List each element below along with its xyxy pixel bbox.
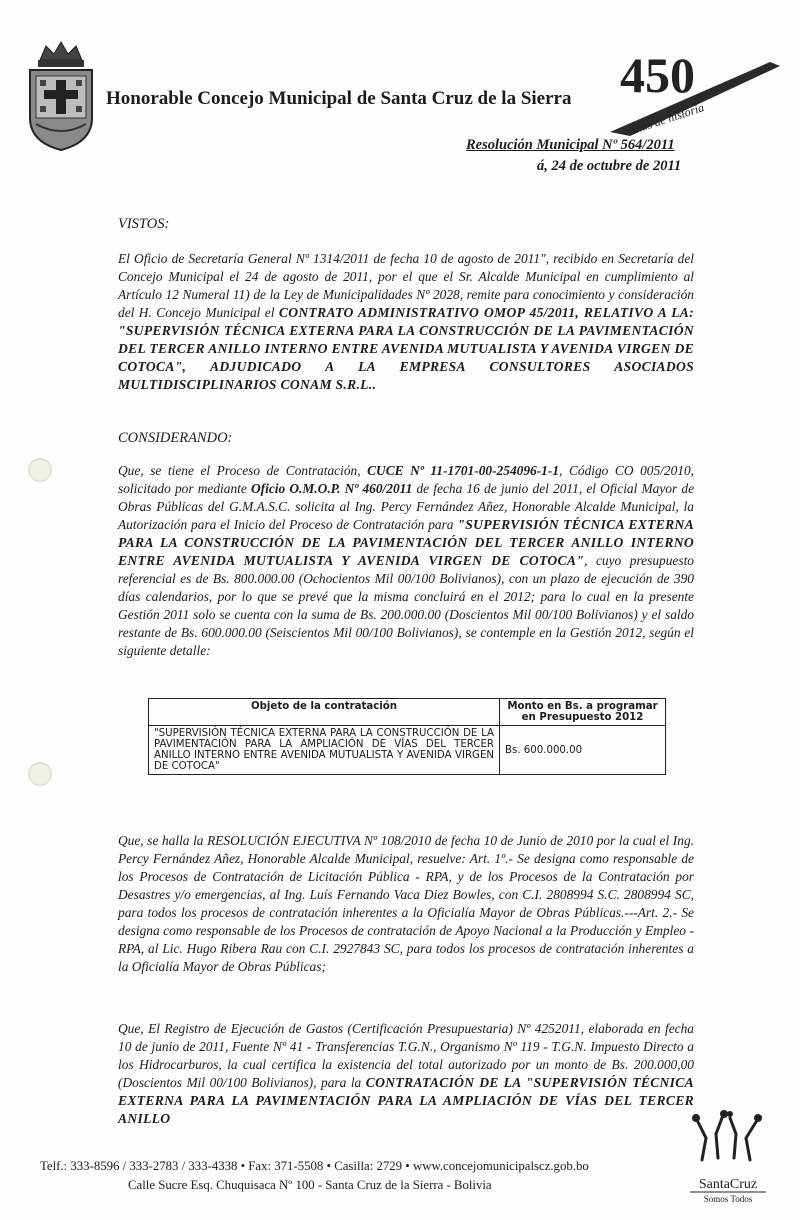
cuce-number: CUCE Nº 11-1701-00-254096-1-1 [367,463,560,478]
table-cell-amount: Bs. 600.000.00 [500,726,666,775]
header-title: Honorable Concejo Municipal de Santa Cruz de la Sierra [106,88,572,109]
detail-table [148,698,666,775]
resolution-date: á, 24 de octubre de 2011 [537,158,682,174]
table-header-object: Objeto de la contratación [149,699,500,726]
vistos-paragraph [118,250,694,394]
considerando-heading: CONSIDERANDO: [118,430,233,446]
p3-contract-title: CONTRATACIÓN DE LA "SUPERVISIÓN TÉCNICA EXTERNA PARA LA PAVIMENTACIÓN PARA LA AMPLIACIÓN DE VÍAS DEL TERCER ANILLO [118,1075,694,1126]
p1-text-a: Que, se tiene el Proceso de Contratación, [118,463,368,478]
vistos-contract-title: CONTRATO ADMINISTRATIVO OMOP 45/2011, RELATIVO A LA: "SUPERVISIÓN TÉCNICA EXTERNA PARA LA CONSTRUCCIÓN DE LA PAVIMENTACIÓN DEL TERCER ANILLO INTERNO ENTRE AVENIDA MUTUALISTA Y AVENIDA VIRGEN DE COTOCA", ADJUDICADO A LA EMPRESA CONSULTORES ASOCIADOS MULTIDISCIPLINARIOS CONAM S.R.L.. [118,305,694,392]
oficio-number: Oficio O.M.O.P. Nº 460/2011 [251,481,413,496]
p1-text-b: , Código CO 005/2010, solicitado por mediante [118,463,695,496]
anniversary-text: Años de historia [626,100,706,138]
santa-cruz-logo [682,1108,774,1206]
anniversary-number: 450 [620,47,695,103]
logo-text-santacruz: SantaCruz [698,1177,758,1192]
table-header-amount: Monto en Bs. a programar en Presupuesto 2012 [500,699,666,726]
table-cell-object: "SUPERVISIÓN TÉCNICA EXTERNA PARA LA CONSTRUCCIÓN DE LA PAVIMENTACIÓN PARA LA AMPLIACIÓN DE VÍAS DEL TERCER ANILLO INTERNO ENTRE AVENIDA MUTUALISTA Y AVENIDA VIRGEN DE COTOCA" [149,726,500,775]
p3-text-a: Que, El Registro de Ejecución de Gastos (Certificación Presupuestaria) Nº 4252011, elaborada en fecha 10 de junio de 2011, Fuente Nº 41 - Transferencias T.G.N., Organismo Nº 119 - T.G.N. Impuesto Directo a los Hidrocarburos, la cual certifica la existencia del total autorizado por un monto de Bs. 200.000,00 (Doscientos Mil 00/100 Bolivianos), para la [118,1021,694,1090]
punch-hole [28,762,52,786]
table-row [149,726,666,775]
coat-of-arms-icon [22,38,100,153]
punch-hole [28,458,52,482]
table-header-row [149,699,666,726]
p1-text-d: , cuyo presupuesto referencial es de Bs. 800.000.00 (Ochocientos Mil 00/100 Bolivianos), con un plazo de ejecución de 390 días calendarios, por lo que se prevé que la misma concluirá en el 2012; para lo cual en la presente Gestión 2011 solo se cuenta con la suma de Bs. 200.000.00 (Doscientos Mil 00/100 Bolivianos) y el saldo restante de Bs. 600.000.00 (Seiscientos Mil 00/100 Bolivianos), se contemple en la Gestión 2012, según el siguiente detalle: [118,553,694,658]
footer-contact: Telf.: 333-8596 / 333-2783 / 333-4338 • Fax: 371-5508 • Casilla: 2729 • www.concejomunicipalscz.gob.bo [40,1159,589,1173]
considerando-paragraph-3 [118,1020,694,1128]
vistos-heading: VISTOS: [118,216,170,232]
resolution-number: Resolución Municipal Nº 564/2011 [466,137,675,153]
considerando-paragraph-1 [118,462,694,660]
p1-contract-title: "SUPERVISIÓN TÉCNICA EXTERNA PARA LA CONSTRUCCIÓN DE LA PAVIMENTACIÓN DEL TERCER ANILLO INTERNO ENTRE AVENIDA MUTUALISTA Y AVENIDA VIRGEN DE COTOCA" [118,517,694,568]
anniversary-450-logo [610,40,780,150]
vistos-text: El Oficio de Secretaría General Nº 1314/2011 de fecha 10 de agosto de 2011", recibido en Secretaría del Concejo Municipal el 24 de agosto de 2011, por el que el Sr. Alcalde Municipal en cumplimiento al Artículo 12 Numeral 11) de la Ley de Municipalidades Nº 2028, remite para conocimiento y consideración del H. Concejo Municipal el [118,251,694,320]
considerando-paragraph-2: Que, se halla la RESOLUCIÓN EJECUTIVA Nº 108/2010 de fecha 10 de Junio de 2010 por la cual el Ing. Percy Fernández Añez, Honorable Alcalde Municipal, resuelve: Art. 1º.- Se designa como responsable de los Procesos de Contratación de Licitación Pública - RPA, y de los Procesos de la Contratación por Desastres y/o emergencias, al Ing. Luís Fernando Vaca Diez Bowles, con C.I. 2808994 S.C. 2808994 SC, para todos los procesos de contratación inherentes a la Oficialía Mayor de Obras Públicas.---Art. 2.- Se designa como responsable de los Procesos de contratación de Apoyo Nacional a la Producción y Empleo - RPA, al Lic. Hugo Ribera Rau con C.I. 2927843 SC, para todos los procesos de contratación inherentes a la Oficialía Mayor de Obras Públicas; [118,833,694,974]
p1-text-c: de fecha 16 de junio del 2011, el Oficial Mayor de Obras Públicas del G.M.A.S.C. solicita al Ing. Percy Fernández Añez, Honorable Alcalde Municipal, la Autorización para el Inicio del Proceso de Contratación para [118,481,695,532]
logo-text-somostodos: Somos Todos [703,1194,753,1204]
footer-address: Calle Sucre Esq. Chuquisaca Nº 100 - Santa Cruz de la Sierra - Bolivia [128,1178,492,1192]
